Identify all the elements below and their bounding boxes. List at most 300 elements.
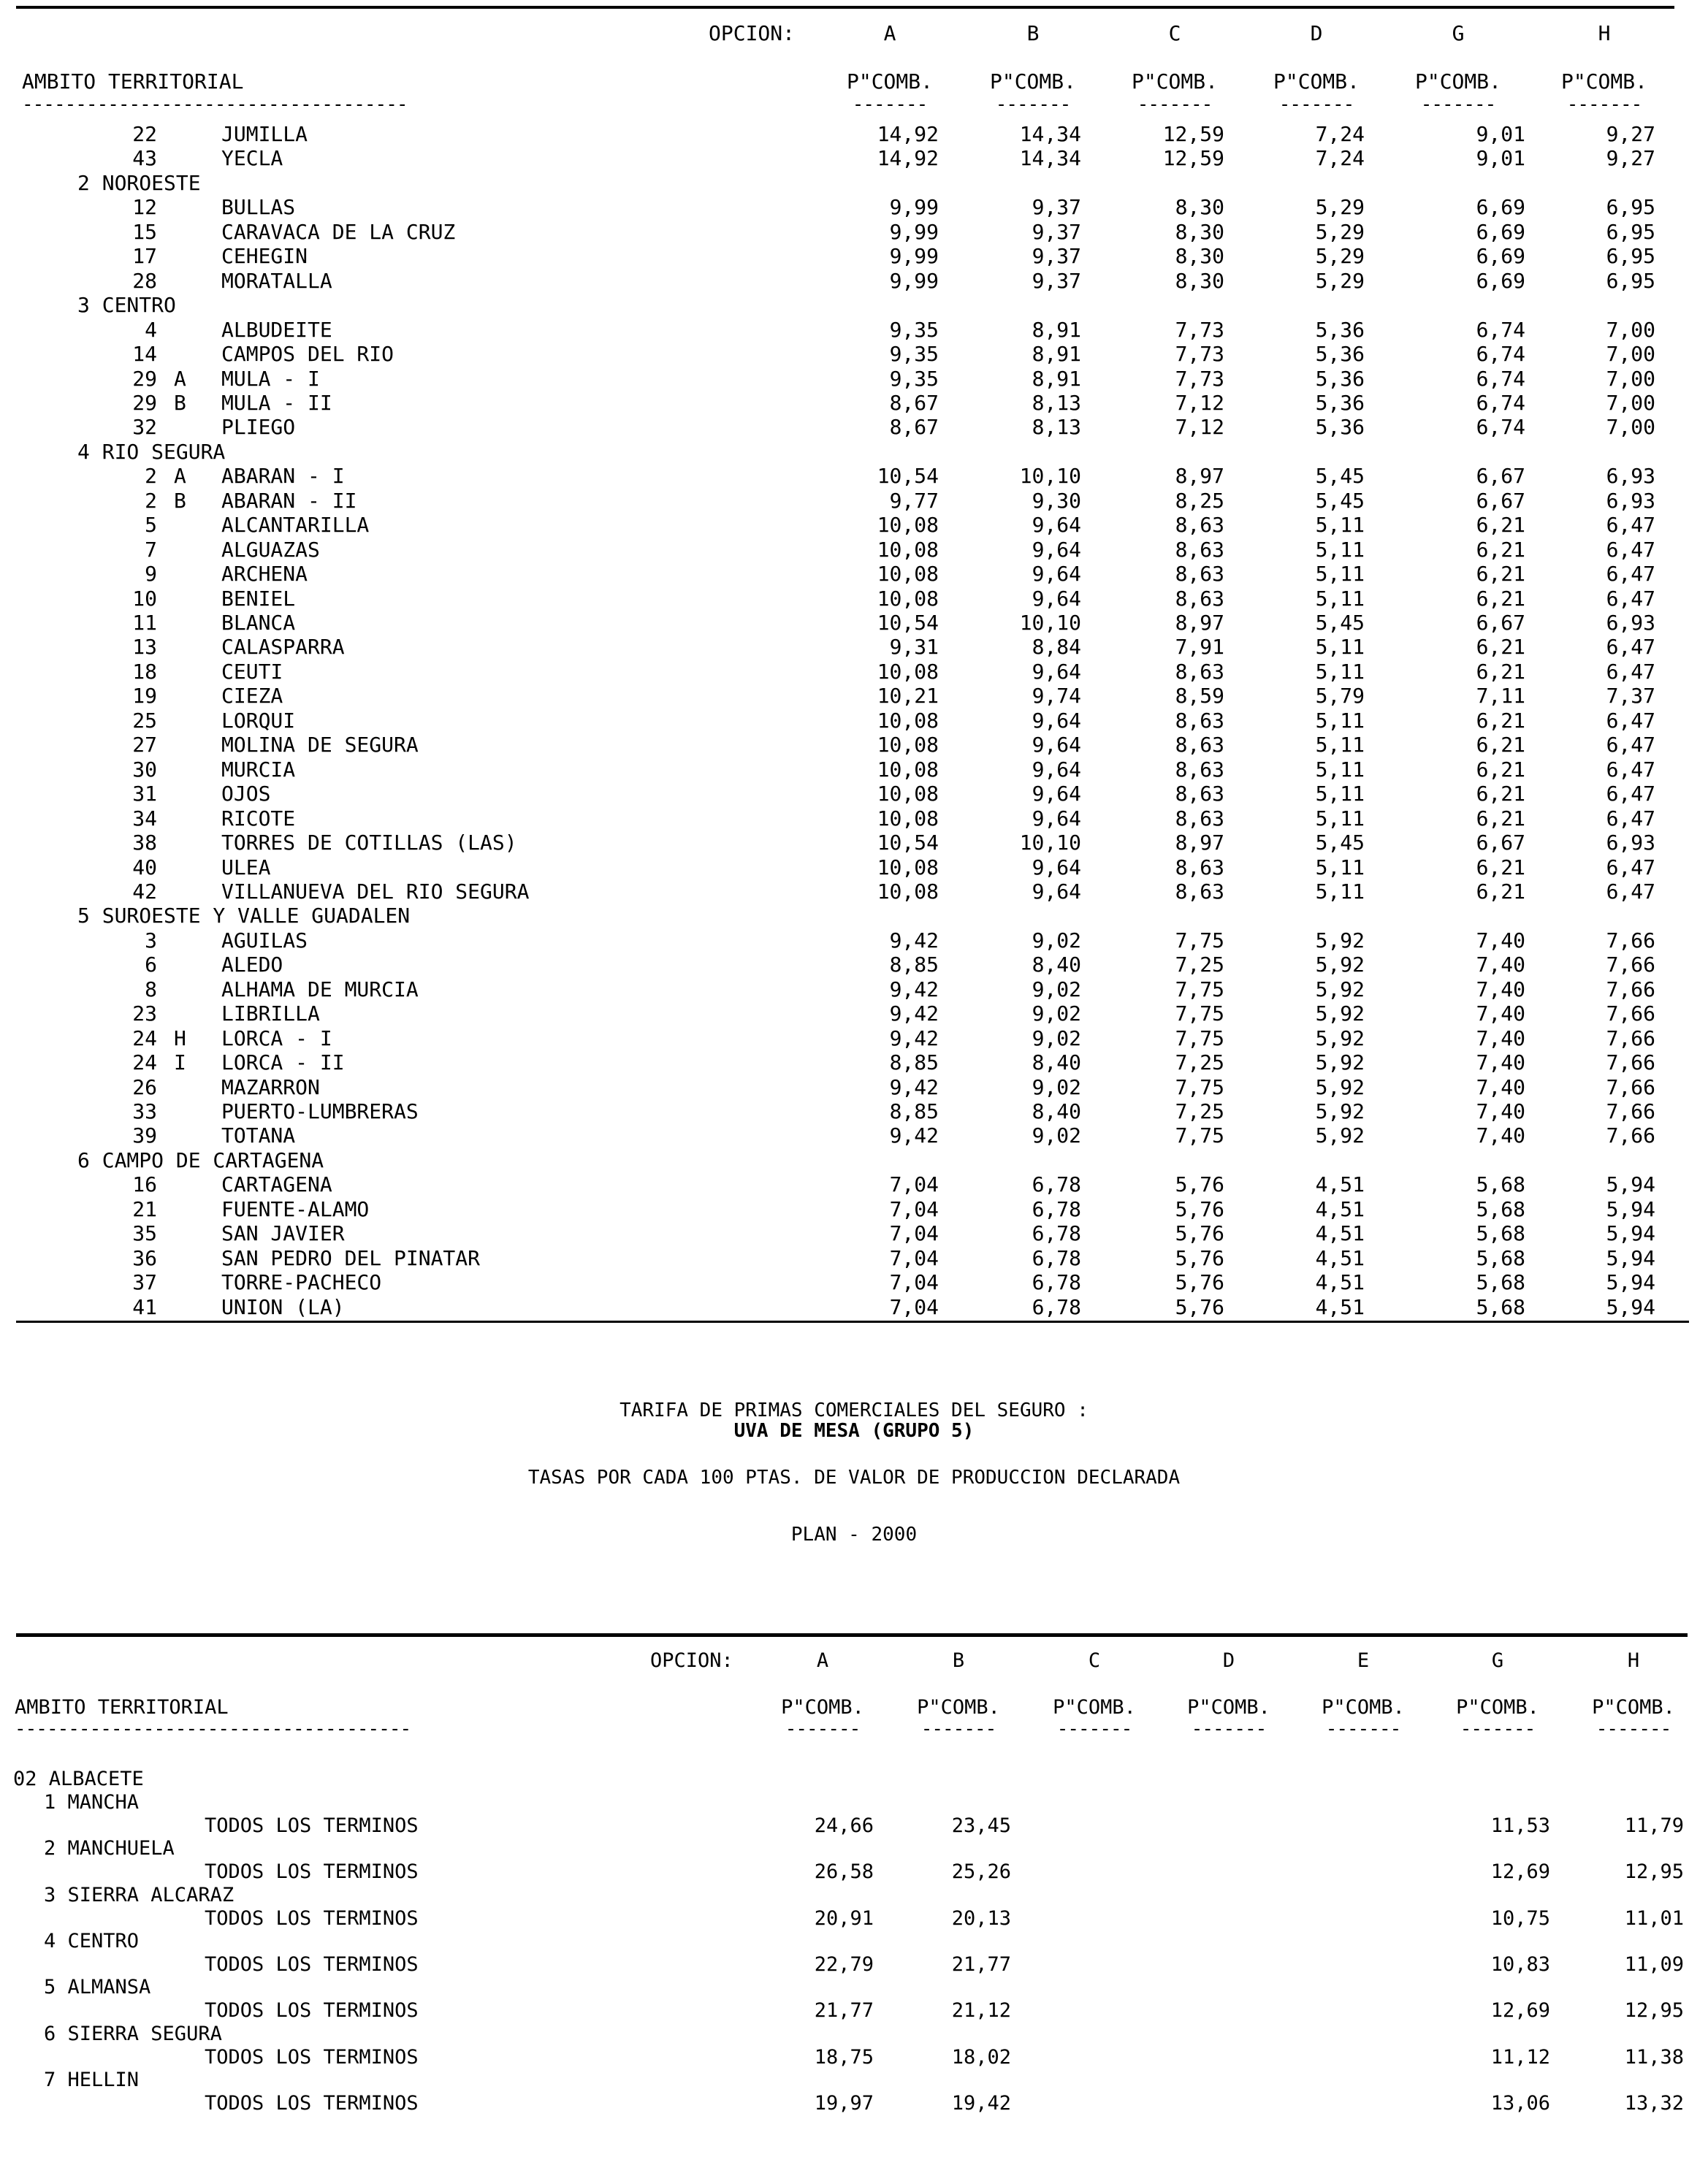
table1-cell: 6,78 [1032,1196,1081,1221]
region-label: 4 CENTRO [44,1929,140,1952]
table1-cell: 4,51 [1315,1172,1365,1197]
table1-cell: 7,75 [1175,977,1224,1001]
table2-cell: 21,77 [814,1999,874,2023]
table1-cell: 9,64 [1032,879,1081,904]
table1-cell: 5,68 [1476,1172,1525,1197]
table1-cell: 8,91 [1032,317,1081,342]
table2-opcion-label: OPCION: [650,1649,733,1672]
table1-cell: 9,74 [1032,684,1081,709]
table1-cell: 7,73 [1175,342,1224,367]
title-line-1: TARIFA DE PRIMAS COMERCIALES DEL SEGURO : [619,1400,1089,1421]
table2-cell: 12,69 [1490,1999,1550,2023]
table1-cell: 7,12 [1175,415,1224,440]
table1-cell: 6,93 [1606,831,1655,855]
table1-cell: 7,73 [1175,366,1224,391]
table1-cell: 8,40 [1032,952,1081,977]
table1-cell: 4,51 [1315,1196,1365,1221]
table1-option-B: B [1026,21,1040,45]
municipality-name: MURCIA [221,757,296,782]
municipality-code: 25 [132,708,157,733]
table1-cell: 10,54 [877,611,939,635]
table2-cell: 19,42 [951,2091,1011,2115]
municipality-code: 16 [132,1172,157,1197]
municipality-code: 32 [132,415,157,440]
table1-cell: 5,68 [1476,1294,1525,1319]
municipality-code: 19 [132,684,157,709]
table1-cell: 9,02 [1032,928,1081,952]
table1-cell: 9,99 [889,244,939,269]
table1-cell: 7,24 [1315,122,1365,146]
municipality-name: SAN JAVIER [221,1221,345,1246]
table1-cell: 7,66 [1606,1123,1655,1148]
table1-cell: 9,27 [1606,122,1655,146]
table1-col-header: P"COMB. [846,69,933,93]
table1-cell: 9,64 [1032,562,1081,587]
municipality-code: 4 [145,317,157,342]
table1-cell: 6,21 [1476,537,1525,562]
municipality-code: 10 [132,586,157,611]
table1-cell: 8,85 [889,1099,939,1123]
municipality-name: UNION (LA) [221,1294,345,1319]
table1-col-underline: ------- [852,93,928,115]
table2-cell: 11,01 [1624,1906,1684,1930]
table1-cell: 9,02 [1032,977,1081,1001]
table1-cell: 8,63 [1175,659,1224,684]
municipality-subcode: A [174,464,186,489]
table1-cell: 8,13 [1032,390,1081,415]
municipality-name: LORCA - I [221,1026,332,1050]
table1-option-G: G [1452,21,1465,45]
table1-cell: 5,45 [1315,488,1365,513]
table1-cell: 7,04 [889,1245,939,1270]
table1-cell: 8,91 [1032,366,1081,391]
table1-col-underline: ------- [1137,93,1213,115]
table2-cell: 12,95 [1624,1999,1684,2023]
municipality-code: 15 [132,219,157,244]
table1-ambito-underline: ------------------------------------ [22,93,408,115]
table1-cell: 9,30 [1032,488,1081,513]
table1-cell: 9,35 [889,366,939,391]
table1-cell: 14,34 [1019,122,1081,146]
municipality-code: 29 [132,390,157,415]
municipality-code: 39 [132,1123,157,1148]
municipality-name: TORRES DE COTILLAS (LAS) [221,831,517,855]
municipality-name: TOTANA [221,1123,296,1148]
municipality-name: BENIEL [221,586,296,611]
table1-cell: 7,66 [1606,1050,1655,1075]
table1-col-underline: ------- [1420,93,1496,115]
table1-cell: 5,94 [1606,1196,1655,1221]
table1-cell: 7,66 [1606,1026,1655,1050]
table2-col-header: P"COMB. [1187,1696,1270,1719]
table2-cell: 20,91 [814,1906,874,1930]
municipality-name: MAZARRON [221,1074,320,1099]
table1-cell: 6,47 [1606,659,1655,684]
municipality-name: BLANCA [221,611,296,635]
table2-top-rule [16,1633,1688,1637]
municipality-name: MULA - II [221,390,332,415]
region-label: 5 SUROESTE Y VALLE GUADALEN [77,904,411,928]
table1-cell: 9,64 [1032,708,1081,733]
table1-cell: 5,76 [1175,1172,1224,1197]
table1-cell: 7,75 [1175,1001,1224,1026]
table1-cell: 8,63 [1175,733,1224,757]
municipality-code: 5 [145,513,157,538]
municipality-name: VILLANUEVA DEL RIO SEGURA [221,879,530,904]
table1-cell: 5,36 [1315,415,1365,440]
table2-cell: 11,09 [1624,1952,1684,1976]
region-label: 2 MANCHUELA [44,1837,175,1860]
terms-label: TODOS LOS TERMINOS [205,1999,419,2023]
region-label: 6 CAMPO DE CARTAGENA [77,1148,324,1172]
table1-cell: 8,85 [889,952,939,977]
table1-option-A: A [883,21,896,45]
table2-col-underline: ------- [1595,1718,1671,1740]
table1-cell: 6,95 [1606,268,1655,293]
table1-cell: 6,21 [1476,733,1525,757]
table1-cell: 7,40 [1476,952,1525,977]
table1-cell: 4,51 [1315,1221,1365,1246]
table1-cell: 6,67 [1476,464,1525,489]
table1-cell: 6,93 [1606,488,1655,513]
table1-cell: 6,47 [1606,562,1655,587]
municipality-code: 3 [145,928,157,952]
table1-cell: 7,12 [1175,390,1224,415]
municipality-name: CAMPOS DEL RIO [221,342,394,367]
table1-cell: 5,79 [1315,684,1365,709]
municipality-code: 34 [132,806,157,831]
municipality-code: 13 [132,635,157,660]
table1-cell: 10,10 [1019,464,1081,489]
terms-label: TODOS LOS TERMINOS [205,1952,419,1976]
table1-cell: 5,92 [1315,1123,1365,1148]
table2-cell: 12,95 [1624,1860,1684,1884]
table1-cell: 4,51 [1315,1245,1365,1270]
table1-cell: 12,59 [1162,146,1224,171]
table1-cell: 5,92 [1315,1001,1365,1026]
table1-cell: 9,37 [1032,195,1081,220]
municipality-code: 40 [132,855,157,879]
table1-cell: 6,21 [1476,879,1525,904]
table1-cell: 10,54 [877,464,939,489]
table2-cell: 26,58 [814,1860,874,1884]
table2-col-underline: ------- [1325,1718,1401,1740]
table1-cell: 9,99 [889,268,939,293]
table1-cell: 6,78 [1032,1172,1081,1197]
table2-option-D: D [1222,1649,1235,1672]
table1-cell: 8,63 [1175,757,1224,782]
table1-cell: 6,21 [1476,562,1525,587]
table1-cell: 5,29 [1315,244,1365,269]
table2-col-header: P"COMB. [1053,1696,1136,1719]
table1-cell: 9,64 [1032,757,1081,782]
table1-cell: 5,68 [1476,1270,1525,1295]
table1-cell: 5,92 [1315,1099,1365,1123]
table1-cell: 5,68 [1476,1245,1525,1270]
table1-cell: 5,11 [1315,757,1365,782]
table1-cell: 8,40 [1032,1050,1081,1075]
table1-cell: 7,66 [1606,977,1655,1001]
municipality-name: BULLAS [221,195,296,220]
table1-cell: 7,75 [1175,1026,1224,1050]
table1-cell: 8,97 [1175,831,1224,855]
table1-cell: 7,00 [1606,366,1655,391]
table2-ambito-label: AMBITO TERRITORIAL [15,1696,229,1719]
municipality-name: CARAVACA DE LA CRUZ [221,219,456,244]
table1-cell: 8,63 [1175,562,1224,587]
table1-col-header: P"COMB. [1273,69,1360,93]
table1-cell: 6,21 [1476,806,1525,831]
municipality-name: MORATALLA [221,268,332,293]
table1-cell: 9,02 [1032,1001,1081,1026]
municipality-code: 11 [132,611,157,635]
municipality-code: 27 [132,733,157,757]
table1-cell: 8,63 [1175,855,1224,879]
table1-cell: 5,11 [1315,806,1365,831]
municipality-code: 36 [132,1245,157,1270]
table2-province: 02 ALBACETE [13,1768,144,1790]
table1-cell: 5,76 [1175,1196,1224,1221]
table1-cell: 6,95 [1606,244,1655,269]
region-label: 3 CENTRO [77,293,176,318]
table2-cell: 11,79 [1624,1814,1684,1837]
table1-cell: 14,92 [877,146,939,171]
terms-label: TODOS LOS TERMINOS [205,2091,419,2115]
table1-cell: 5,76 [1175,1294,1224,1319]
table1-cell: 7,91 [1175,635,1224,660]
table1-cell: 7,66 [1606,1099,1655,1123]
table2-cell: 12,69 [1490,1860,1550,1884]
table1-cell: 10,08 [877,879,939,904]
municipality-name: PLIEGO [221,415,296,440]
table1-cell: 7,00 [1606,342,1655,367]
table1-cell: 9,77 [889,488,939,513]
table1-cell: 6,21 [1476,782,1525,806]
table1-cell: 5,11 [1315,855,1365,879]
table1-cell: 9,42 [889,928,939,952]
municipality-code: 12 [132,195,157,220]
municipality-code: 9 [145,562,157,587]
table2-cell: 13,32 [1624,2091,1684,2115]
table1-cell: 7,04 [889,1221,939,1246]
table1-cell: 6,74 [1476,366,1525,391]
table1-cell: 9,31 [889,635,939,660]
table1-cell: 10,08 [877,659,939,684]
table1-cell: 6,47 [1606,879,1655,904]
table1-cell: 5,76 [1175,1221,1224,1246]
municipality-subcode: B [174,390,186,415]
table1-cell: 6,47 [1606,733,1655,757]
municipality-subcode: B [174,488,186,513]
table1-cell: 9,35 [889,342,939,367]
table1-cell: 9,27 [1606,146,1655,171]
table1-cell: 5,11 [1315,586,1365,611]
table1-cell: 5,29 [1315,268,1365,293]
table1-cell: 7,11 [1476,684,1525,709]
municipality-subcode: I [174,1050,186,1075]
table1-cell: 5,29 [1315,219,1365,244]
municipality-name: AGUILAS [221,928,308,952]
municipality-code: 24 [132,1026,157,1050]
table1-cell: 8,63 [1175,586,1224,611]
table1-ambito-label: AMBITO TERRITORIAL [22,69,244,93]
table2-col-header: P"COMB. [917,1696,1000,1719]
table2-cell: 11,12 [1490,2045,1550,2069]
table1-cell: 8,63 [1175,513,1224,538]
table1-cell: 10,54 [877,831,939,855]
table1-col-header: P"COMB. [1131,69,1218,93]
municipality-code: 43 [132,146,157,171]
table1-cell: 6,21 [1476,659,1525,684]
table1-col-header: P"COMB. [1560,69,1647,93]
terms-label: TODOS LOS TERMINOS [205,1814,419,1837]
table1-cell: 6,95 [1606,195,1655,220]
terms-label: TODOS LOS TERMINOS [205,2045,419,2069]
municipality-code: 21 [132,1196,157,1221]
table1-cell: 5,68 [1476,1196,1525,1221]
municipality-code: 8 [145,977,157,1001]
table1-cell: 9,64 [1032,733,1081,757]
table1-cell: 5,76 [1175,1245,1224,1270]
region-label: 3 SIERRA ALCARAZ [44,1883,235,1906]
municipality-code: 41 [132,1294,157,1319]
municipality-name: ULEA [221,855,271,879]
table1-cell: 8,59 [1175,684,1224,709]
municipality-code: 33 [132,1099,157,1123]
municipality-name: TORRE-PACHECO [221,1270,382,1295]
municipality-code: 29 [132,366,157,391]
table1-cell: 9,02 [1032,1123,1081,1148]
table1-cell: 9,64 [1032,586,1081,611]
municipality-name: LIBRILLA [221,1001,320,1026]
municipality-name: ALHAMA DE MURCIA [221,977,419,1001]
table1-cell: 6,21 [1476,855,1525,879]
table1-cell: 7,66 [1606,1001,1655,1026]
table1-cell: 8,67 [889,390,939,415]
table1-cell: 9,01 [1476,146,1525,171]
municipality-code: 24 [132,1050,157,1075]
table1-cell: 10,08 [877,757,939,782]
table1-cell: 9,64 [1032,855,1081,879]
table2-col-underline: ------- [1460,1718,1536,1740]
table1-cell: 9,42 [889,1074,939,1099]
table1-col-header: P"COMB. [1414,69,1501,93]
table1-cell: 6,69 [1476,219,1525,244]
table1-cell: 5,94 [1606,1245,1655,1270]
table2-col-underline: ------- [785,1718,861,1740]
table1-cell: 8,13 [1032,415,1081,440]
table1-cell: 7,40 [1476,928,1525,952]
municipality-code: 37 [132,1270,157,1295]
municipality-name: ALGUAZAS [221,537,320,562]
table1-cell: 5,92 [1315,952,1365,977]
table1-cell: 6,69 [1476,268,1525,293]
table1-cell: 6,47 [1606,757,1655,782]
table1-cell: 6,69 [1476,244,1525,269]
table1-cell: 5,92 [1315,1026,1365,1050]
table1-cell: 7,25 [1175,1099,1224,1123]
table2-cell: 10,83 [1490,1952,1550,1976]
table1-cell: 8,30 [1175,244,1224,269]
table2-cell: 25,26 [951,1860,1011,1884]
table1-cell: 9,42 [889,977,939,1001]
table1-cell: 10,08 [877,537,939,562]
table1-cell: 6,21 [1476,635,1525,660]
table1-option-H: H [1598,21,1611,45]
table2-ambito-underline: ------------------------------------- [15,1718,411,1740]
table1-cell: 6,21 [1476,757,1525,782]
table1-cell: 9,99 [889,195,939,220]
table1-cell: 9,64 [1032,806,1081,831]
table1-cell: 9,64 [1032,513,1081,538]
region-label: 7 HELLIN [44,2068,140,2091]
table1-cell: 7,40 [1476,1074,1525,1099]
table1-cell: 6,47 [1606,708,1655,733]
table1-cell: 8,97 [1175,611,1224,635]
municipality-name: CALASPARRA [221,635,345,660]
municipality-code: 17 [132,244,157,269]
table2-cell: 11,53 [1490,1814,1550,1837]
table1-cell: 8,63 [1175,806,1224,831]
table2-cell: 23,45 [951,1814,1011,1837]
table1-cell: 8,63 [1175,782,1224,806]
table2-option-C: C [1088,1649,1101,1672]
title-line-2: UVA DE MESA (GRUPO 5) [733,1420,975,1442]
municipality-name: ABARAN - II [221,488,357,513]
table1-cell: 5,29 [1315,195,1365,220]
table1-cell: 8,40 [1032,1099,1081,1123]
table1-cell: 6,74 [1476,390,1525,415]
table1-cell: 8,30 [1175,268,1224,293]
table1-cell: 6,93 [1606,611,1655,635]
table1-cell: 10,08 [877,733,939,757]
table1-cell: 7,75 [1175,928,1224,952]
table2-col-underline: ------- [920,1718,996,1740]
municipality-name: ABARAN - I [221,464,345,489]
table1-cell: 7,24 [1315,146,1365,171]
table2-cell: 20,13 [951,1906,1011,1930]
table1-cell: 6,74 [1476,317,1525,342]
table1-cell: 9,64 [1032,537,1081,562]
table1-cell: 6,47 [1606,586,1655,611]
table1-cell: 5,94 [1606,1294,1655,1319]
table1-cell: 7,40 [1476,1050,1525,1075]
table1-cell: 10,08 [877,708,939,733]
table1-cell: 6,21 [1476,513,1525,538]
municipality-subcode: H [174,1026,186,1050]
table1-cell: 10,10 [1019,611,1081,635]
table1-cell: 7,40 [1476,1123,1525,1148]
table1-cell: 10,08 [877,855,939,879]
table1-cell: 7,40 [1476,1099,1525,1123]
table1-cell: 5,11 [1315,659,1365,684]
table1-cell: 8,30 [1175,195,1224,220]
table1-cell: 5,45 [1315,464,1365,489]
title-line-3: TASAS POR CADA 100 PTAS. DE VALOR DE PRODUCCION DECLARADA [527,1467,1181,1489]
table1-cell: 5,36 [1315,342,1365,367]
table1-cell: 7,00 [1606,390,1655,415]
table1-cell: 6,93 [1606,464,1655,489]
table1-cell: 6,74 [1476,342,1525,367]
table1-cell: 9,37 [1032,219,1081,244]
table1-cell: 8,97 [1175,464,1224,489]
table1-cell: 10,21 [877,684,939,709]
table1-cell: 9,99 [889,219,939,244]
municipality-code: 23 [132,1001,157,1026]
table1-cell: 7,00 [1606,415,1655,440]
municipality-code: 42 [132,879,157,904]
top-rule [16,6,1674,9]
